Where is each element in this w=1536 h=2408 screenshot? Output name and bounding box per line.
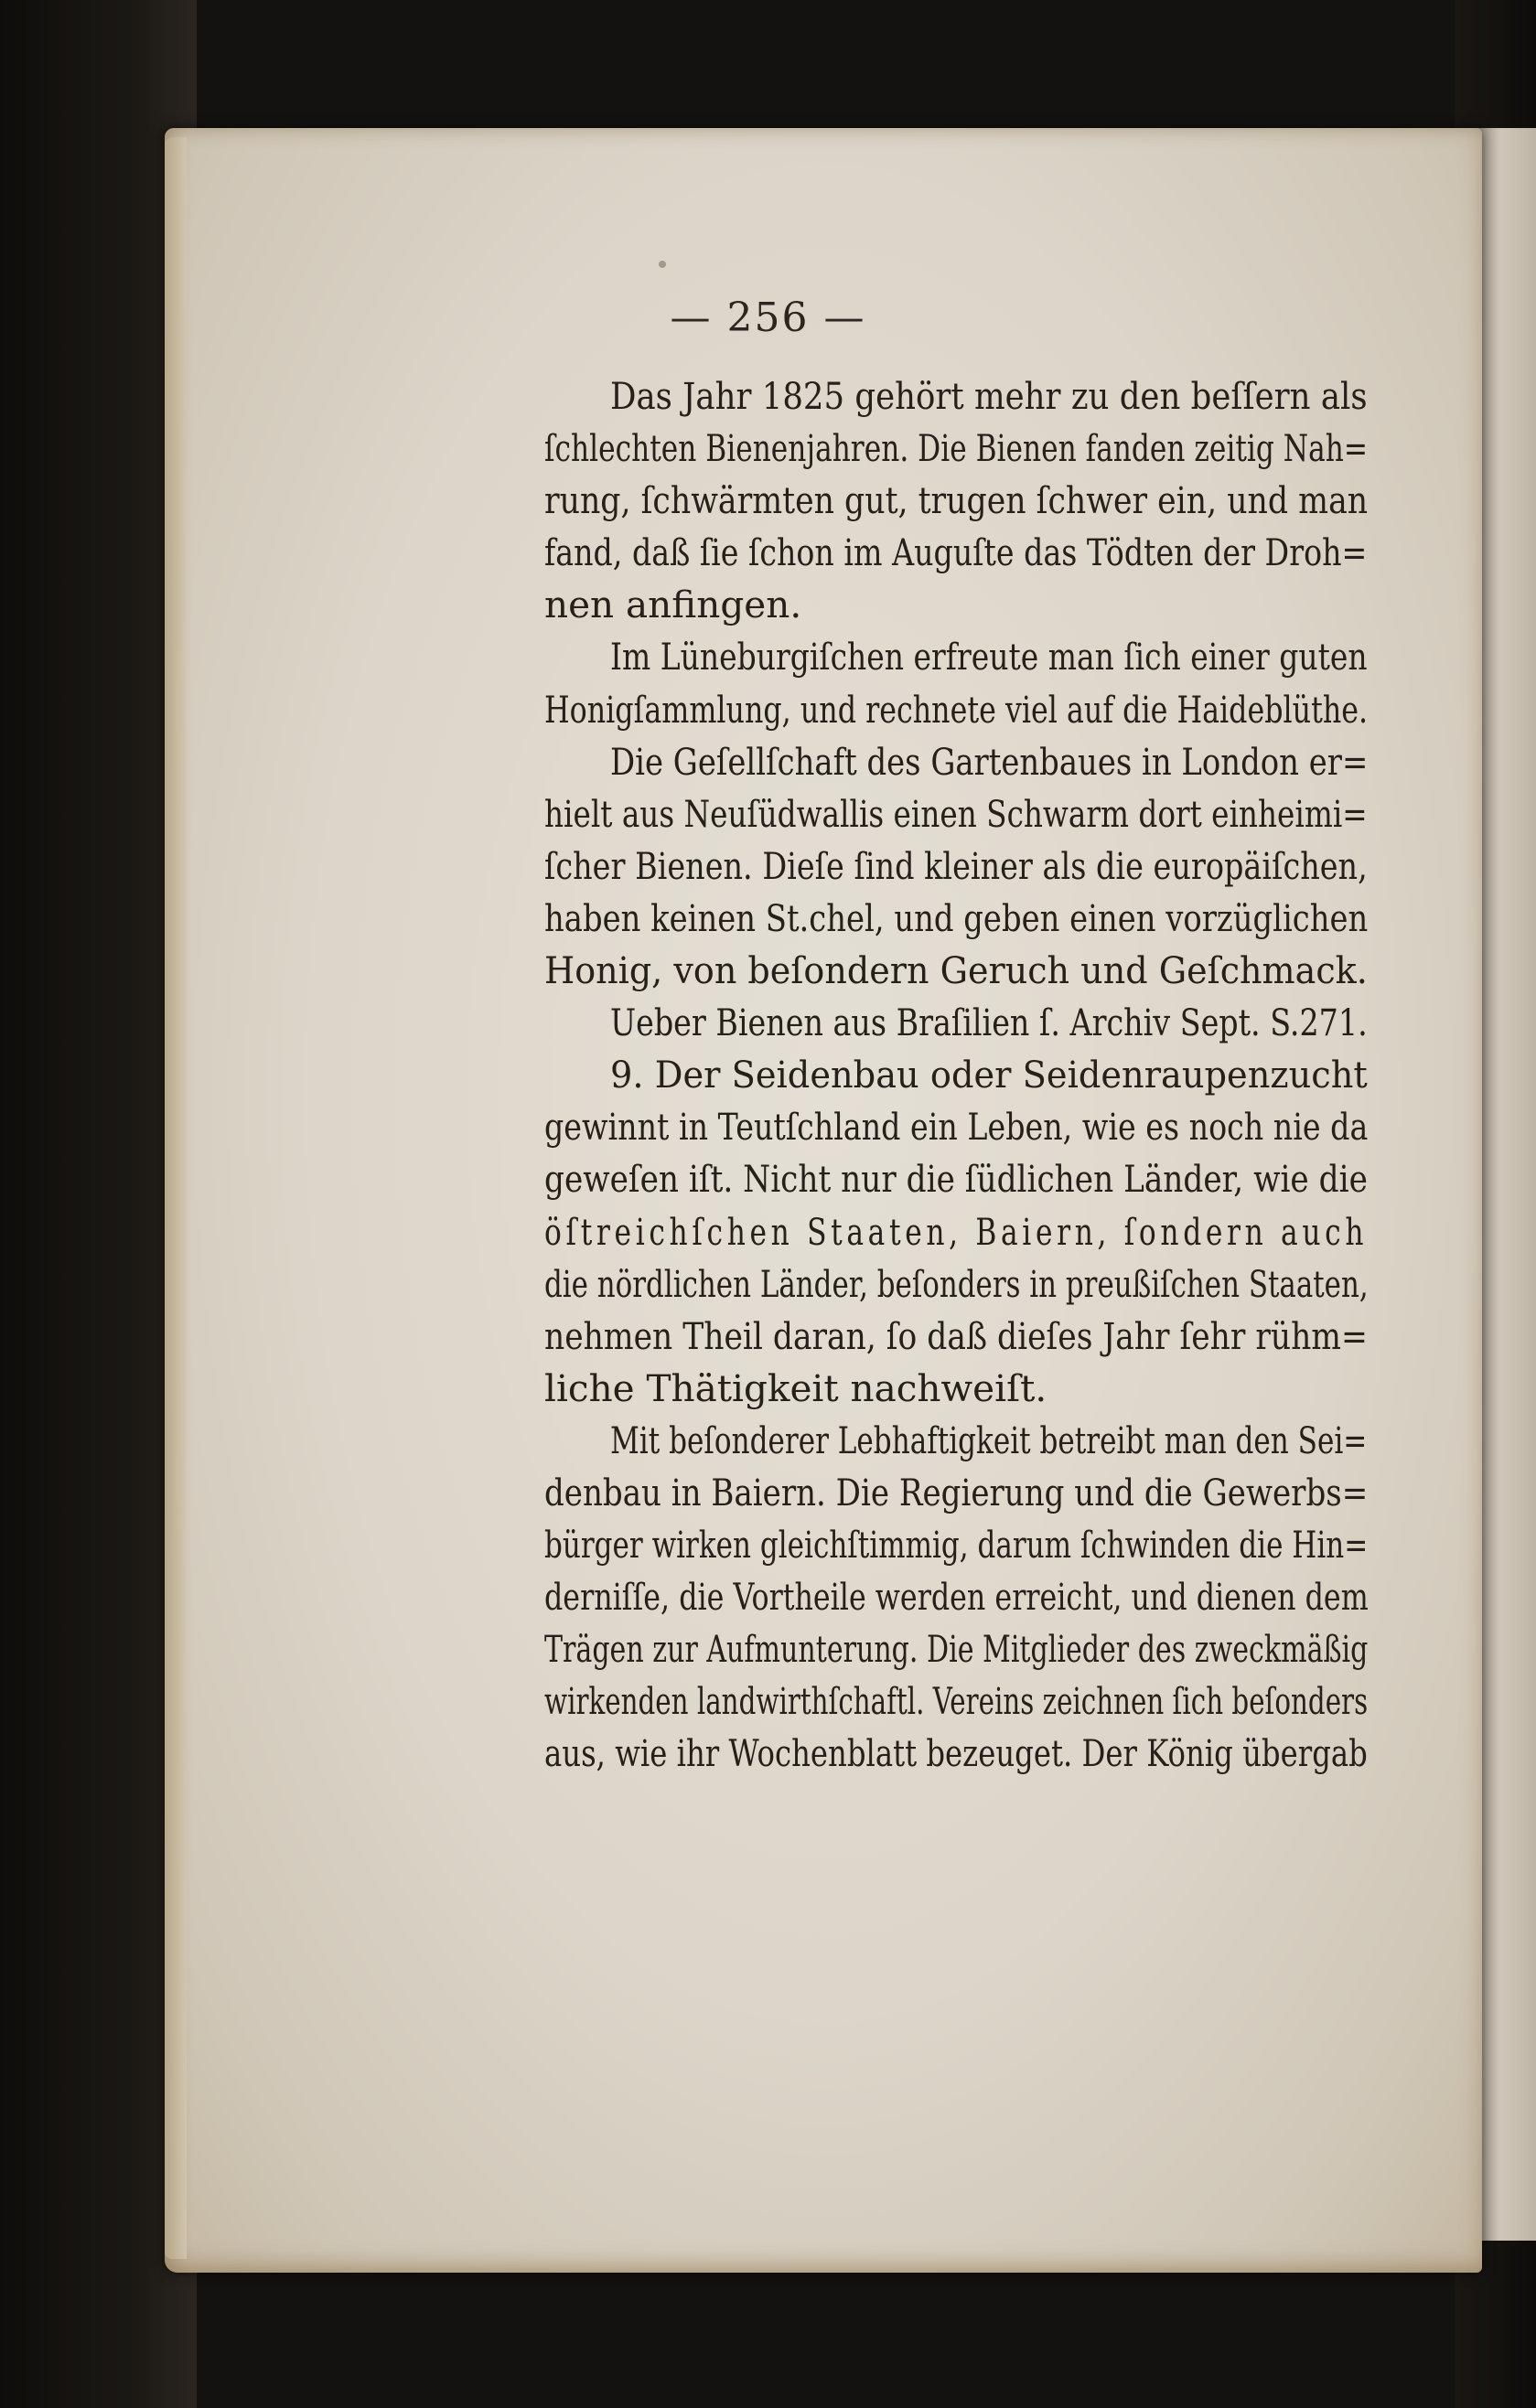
- text-line: geweſen iſt. Nicht nur die ſüdlichen Länder, wie die: [544, 1157, 1368, 1202]
- text-line: öſtreichſchen Staaten, Baiern, ſondern auch: [544, 1209, 1369, 1254]
- text-line: nehmen Theil daran, ſo daß dieſes Jahr ſehr rühm=: [544, 1313, 1368, 1358]
- text-line: Im Lüneburgiſchen erfreute man ſich einer guten: [610, 635, 1368, 680]
- text-line: liche Thätigkeit nachweiſt.: [544, 1365, 1047, 1410]
- body-text: [544, 370, 1368, 1781]
- paper-speck: [659, 261, 666, 268]
- text-line: haben keinen St.chel, und geben einen vorzüglichen: [544, 895, 1369, 940]
- text-line: bürger wirken gleichſtimmig, darum ſchwinden die Hin=: [544, 1523, 1369, 1568]
- text-line: hielt aus Neuſüdwallis einen Schwarm dort einheimi=: [544, 791, 1368, 836]
- text-line: ſcher Bienen. Dieſe ſind kleiner als die europäiſchen,: [544, 843, 1368, 888]
- text-line: Ueber Bienen aus Braſilien ſ. Archiv Sept. S.271.: [610, 1001, 1368, 1045]
- page-number: — 256 —: [670, 294, 866, 341]
- text-line: derniſſe, die Vortheile werden erreicht, und dienen dem: [544, 1575, 1369, 1620]
- text-line: nen anfingen.: [544, 583, 802, 627]
- section-heading-line: 9. Der Seidenbau oder Seidenraupenzucht: [610, 1053, 1368, 1097]
- text-line: fand, daß ſie ſchon im Auguſte das Tödten der Droh=: [544, 530, 1368, 575]
- text-line: denbau in Baiern. Die Regierung und die Gewerbs=: [544, 1470, 1369, 1514]
- text-line: die nördlichen Länder, beſonders in preußiſchen Staaten,: [544, 1261, 1369, 1306]
- text-line: Honigſammlung, und rechnete viel auf die Haideblüthe.: [544, 687, 1369, 732]
- page-left-edge: [165, 137, 187, 2259]
- text-line: wirkenden landwirthſchaftl. Vereins zeichnen ſich beſonders: [544, 1679, 1369, 1724]
- text-line: Das Jahr 1825 gehört mehr zu den beſſern als: [610, 374, 1368, 418]
- text-line: ſchlechten Bienenjahren. Die Bienen fanden zeitig Nah=: [544, 426, 1369, 471]
- text-line: Die Geſellſchaft des Gartenbaues in London er=: [610, 739, 1369, 784]
- adjacent-page-edge: [1473, 128, 1536, 2241]
- text-line: Mit beſonderer Lebhaftigkeit betreibt man den Sei=: [610, 1418, 1368, 1462]
- text-line: rung, ſchwärmten gut, trugen ſchwer ein, und man: [544, 478, 1369, 523]
- text-line: Honig, von beſondern Geruch und Geſchmack.: [544, 948, 1368, 993]
- text-line: Trägen zur Aufmunterung. Die Mitglieder des zweckmäßig: [544, 1627, 1369, 1672]
- text-line: gewinnt in Teutſchland ein Leben, wie es noch nie da: [544, 1105, 1369, 1150]
- text-line: aus, wie ihr Wochenblatt bezeuget. Der König übergab: [544, 1731, 1368, 1776]
